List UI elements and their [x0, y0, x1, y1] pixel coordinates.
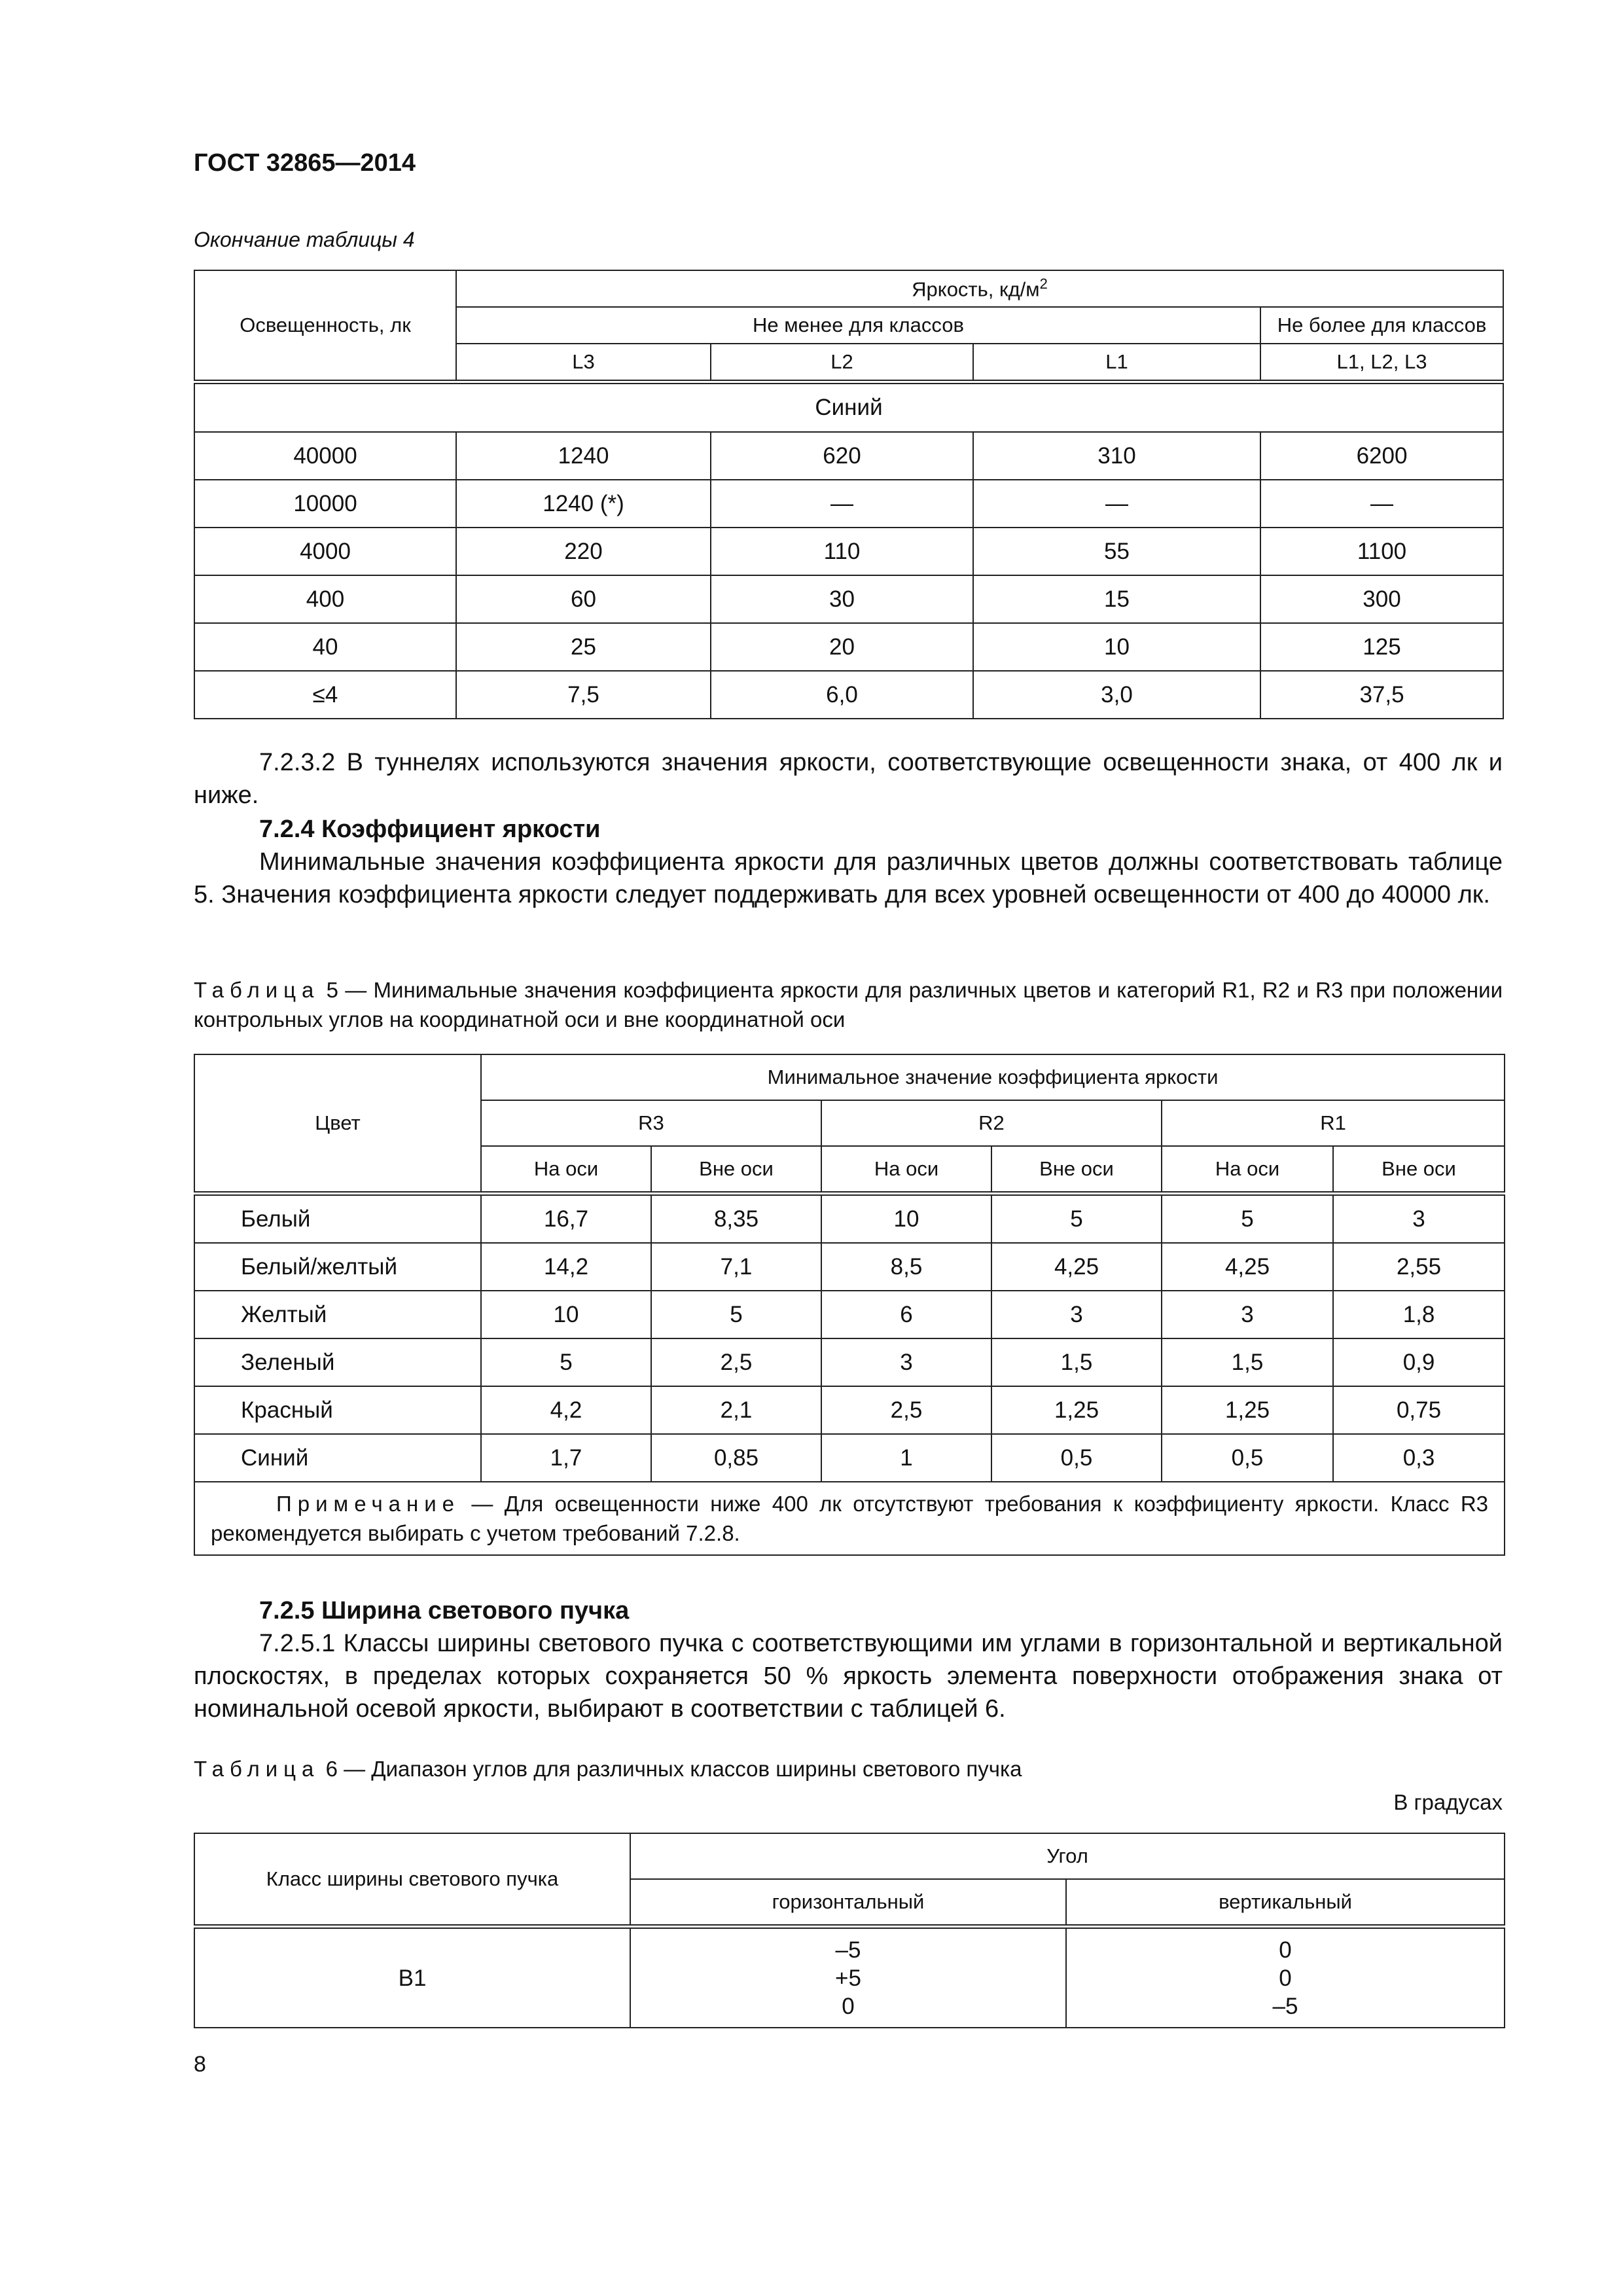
table-6-beam-angles [194, 1833, 1505, 2028]
cell: 310 [973, 432, 1260, 480]
table5-caption: Таблица 5 — Минимальные значения коэффициента яркости для различных цветов и категорий R1, R2 и R3 при положении контрольных углов на координатной оси и вне координатной оси [194, 978, 1503, 1031]
header-angle: Угол [630, 1833, 1505, 1879]
cell: 8,5 [821, 1243, 991, 1291]
header-group-r1: R1 [1162, 1100, 1505, 1146]
table-row [194, 1434, 1505, 1482]
table-row [194, 1386, 1505, 1434]
header-off-axis: Вне оси [651, 1146, 821, 1194]
header-on-axis: На оси [481, 1146, 651, 1194]
cell: 25 [456, 623, 711, 671]
paragraph-7-2-5-1: 7.2.5.1 Классы ширины светового пучка с соответствующими им углами в горизонтальной и вертикальной плоскостях, в пределах которых сохраняется 50 % яркость элемента поверхности отображения знака от номинальной осевой яркости, выбирают в соответствии с таблицей 6. [194, 1630, 1503, 1723]
cell: ≤4 [194, 671, 456, 719]
cell: 10 [481, 1291, 651, 1338]
table-row [194, 1927, 1505, 2028]
cell: 0,9 [1333, 1338, 1505, 1386]
table6-caption: Таблица 6 — Диапазон углов для различных классов ширины светового пучка [194, 1757, 1022, 1781]
cell: 2,5 [821, 1386, 991, 1434]
cell: 40 [194, 623, 456, 671]
value: 0 [842, 1993, 855, 2019]
cell: 0,3 [1333, 1434, 1505, 1482]
cell: 400 [194, 575, 456, 623]
cell-class: B1 [194, 1927, 630, 2028]
header-class: L1 [973, 344, 1260, 382]
table-row [194, 1338, 1505, 1386]
table-row [194, 671, 1503, 719]
cell: 7,5 [456, 671, 711, 719]
cell: — [1260, 480, 1503, 528]
header-off-axis: Вне оси [1333, 1146, 1505, 1194]
cell: 2,1 [651, 1386, 821, 1434]
value: +5 [835, 1965, 861, 1991]
cell: 4000 [194, 528, 456, 575]
header-luminance: Яркость, $кд/м^2$ [456, 270, 1503, 307]
cell: Зеленый [194, 1338, 481, 1386]
cell: — [711, 480, 973, 528]
cell: 0,5 [1162, 1434, 1333, 1482]
cell: 0,75 [1333, 1386, 1505, 1434]
cell: 1,7 [481, 1434, 651, 1482]
cell: 620 [711, 432, 973, 480]
cell: 5 [481, 1338, 651, 1386]
table-row [194, 1243, 1505, 1291]
header-class: L1, L2, L3 [1260, 344, 1503, 382]
paragraph-7-2-3-2: 7.2.3.2 В туннелях используются значения яркости, соответствующие освещенности знака, от 400 лк и ниже. [194, 749, 1503, 809]
cell: — [973, 480, 1260, 528]
cell: 300 [1260, 575, 1503, 623]
paragraph-7-2-4: Минимальные значения коэффициента яркости для различных цветов должны соответствовать таблице 5. Значения коэффициента яркости следует поддерживать для всех уровней освещенности от 400 до 40000 лк. [194, 848, 1503, 908]
heading-7-2-4: 7.2.4 Коэффициент яркости [259, 816, 601, 843]
table-5-luminance-coefficient [194, 1054, 1505, 1556]
header-group-r2: R2 [821, 1100, 1162, 1146]
header-class: L2 [711, 344, 973, 382]
cell: 0,85 [651, 1434, 821, 1482]
table-row [194, 480, 1503, 528]
cell: 8,35 [651, 1194, 821, 1244]
cell: 14,2 [481, 1243, 651, 1291]
cell: 37,5 [1260, 671, 1503, 719]
header-min-classes: Не менее для классов [456, 307, 1260, 344]
header-on-axis: На оси [1162, 1146, 1333, 1194]
cell: Синий [194, 1434, 481, 1482]
cell: 3 [1333, 1194, 1505, 1244]
header-horizontal: горизонтальный [630, 1879, 1066, 1927]
cell: Белый [194, 1194, 481, 1244]
table-row [194, 1291, 1505, 1338]
cell: 1100 [1260, 528, 1503, 575]
value: –5 [1272, 1993, 1298, 2019]
value: –5 [835, 1937, 861, 1963]
cell: 5 [991, 1194, 1162, 1244]
cell: 5 [651, 1291, 821, 1338]
header-off-axis: Вне оси [991, 1146, 1162, 1194]
cell: 2,5 [651, 1338, 821, 1386]
cell: 3,0 [973, 671, 1260, 719]
header-on-axis: На оси [821, 1146, 991, 1194]
cell: 55 [973, 528, 1260, 575]
cell: 110 [711, 528, 973, 575]
cell-vertical [1066, 1927, 1505, 2028]
cell: 3 [1162, 1291, 1333, 1338]
cell: 40000 [194, 432, 456, 480]
table-row [194, 1194, 1505, 1244]
table-row [194, 623, 1503, 671]
cell-horizontal [630, 1927, 1066, 2028]
cell: 6,0 [711, 671, 973, 719]
cell: 1,5 [1162, 1338, 1333, 1386]
cell: Желтый [194, 1291, 481, 1338]
cell: 10 [973, 623, 1260, 671]
cell: 10000 [194, 480, 456, 528]
cell: Красный [194, 1386, 481, 1434]
cell: 0,5 [991, 1434, 1162, 1482]
cell: 10 [821, 1194, 991, 1244]
cell: 7,1 [651, 1243, 821, 1291]
cell: 3 [991, 1291, 1162, 1338]
heading-7-2-5: 7.2.5 Ширина светового пучка [259, 1597, 630, 1624]
table6-units: В градусах [1393, 1790, 1503, 1814]
cell: 220 [456, 528, 711, 575]
cell: 1,5 [991, 1338, 1162, 1386]
table-row [194, 432, 1503, 480]
header-vertical: вертикальный [1066, 1879, 1505, 1927]
section-title: Синий [194, 382, 1503, 433]
cell: 15 [973, 575, 1260, 623]
header-min-coefficient: Минимальное значение коэффициента яркости [481, 1054, 1505, 1100]
cell: 1,25 [991, 1386, 1162, 1434]
table-row [194, 528, 1503, 575]
cell: 1240 (*) [456, 480, 711, 528]
cell: 4,2 [481, 1386, 651, 1434]
header-beam-class: Класс ширины светового пучка [194, 1833, 630, 1927]
cell: 3 [821, 1338, 991, 1386]
cell: 2,55 [1333, 1243, 1505, 1291]
cell: Белый/желтый [194, 1243, 481, 1291]
cell: 4,25 [1162, 1243, 1333, 1291]
cell: 1,8 [1333, 1291, 1505, 1338]
table5-note: Примечание — Для освещенности ниже 400 лк отсутствуют требования к коэффициенту яркости. Класс R3 рекомендуется выбирать с учетом требований 7.2.8. [194, 1482, 1505, 1555]
cell: 1,25 [1162, 1386, 1333, 1434]
document-number: ГОСТ 32865—2014 [194, 149, 416, 177]
header-class: L3 [456, 344, 711, 382]
cell: 30 [711, 575, 973, 623]
table-4-luminance [194, 270, 1504, 719]
cell: 6 [821, 1291, 991, 1338]
cell: 20 [711, 623, 973, 671]
cell: 125 [1260, 623, 1503, 671]
header-color: Цвет [194, 1054, 481, 1194]
cell: 60 [456, 575, 711, 623]
cell: 5 [1162, 1194, 1333, 1244]
table4-continuation-caption: Окончание таблицы 4 [194, 228, 415, 251]
cell: 1240 [456, 432, 711, 480]
table-row [194, 575, 1503, 623]
header-illuminance: Освещенность, лк [194, 270, 456, 382]
cell: 4,25 [991, 1243, 1162, 1291]
header-group-r3: R3 [481, 1100, 821, 1146]
page-number: 8 [194, 2052, 206, 2077]
cell: 6200 [1260, 432, 1503, 480]
cell: 16,7 [481, 1194, 651, 1244]
value: 0 [1279, 1965, 1292, 1991]
header-max-classes: Не более для классов [1260, 307, 1503, 344]
value: 0 [1279, 1937, 1292, 1963]
cell: 1 [821, 1434, 991, 1482]
